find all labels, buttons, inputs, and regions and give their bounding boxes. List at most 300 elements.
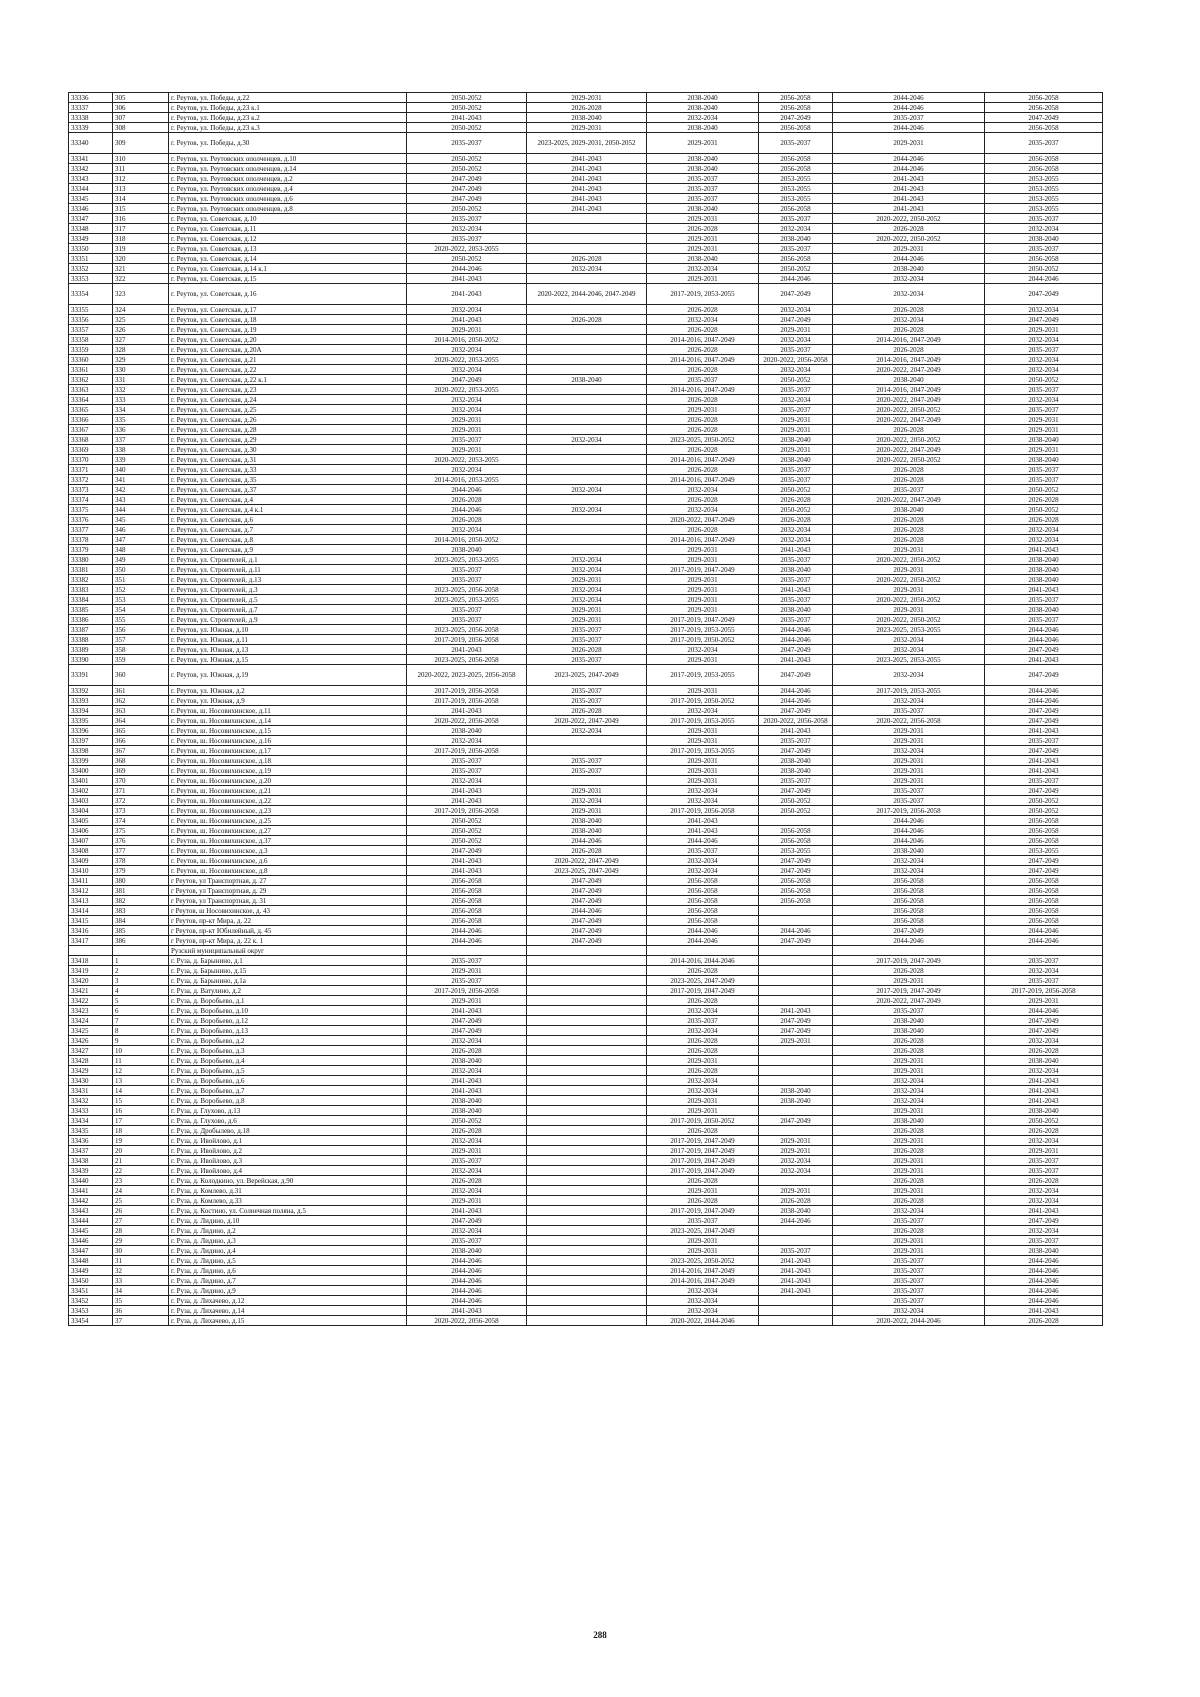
cell-address: г. Реутов, ул. Южная, д.10 xyxy=(169,625,407,635)
cell-address: г. Реутов, ул. Строителей, д.5 xyxy=(169,595,407,605)
table-row xyxy=(69,1216,1103,1226)
table-row xyxy=(69,435,1103,445)
table-row xyxy=(69,174,1103,184)
cell-item-number: 370 xyxy=(113,776,169,786)
section-empty-cell xyxy=(407,946,527,956)
cell-period-col-1: 2017-2019, 2056-2058 xyxy=(407,635,527,645)
table-row xyxy=(69,886,1103,896)
cell-period-col-2: 2035-2037 xyxy=(527,625,647,635)
cell-period-col-1: 2020-2022, 2056-2058 xyxy=(407,716,527,726)
cell-row-index: 33356 xyxy=(69,315,113,325)
cell-item-number: 376 xyxy=(113,836,169,846)
cell-period-col-3: 2026-2028 xyxy=(647,1196,759,1206)
cell-period-col-4: 2029-2031 xyxy=(759,325,833,335)
cell-item-number: 30 xyxy=(113,1246,169,1256)
table-row xyxy=(69,254,1103,264)
cell-period-col-1: 2041-2043 xyxy=(407,1306,527,1316)
cell-address: г. Реутов, ул. Советская, д.20 xyxy=(169,335,407,345)
cell-period-col-3: 2017-2019, 2050-2052 xyxy=(647,635,759,645)
cell-period-col-5: 2035-2037 xyxy=(833,485,985,495)
cell-period-col-3: 2026-2028 xyxy=(647,365,759,375)
cell-period-col-6: 2050-2052 xyxy=(985,485,1103,495)
cell-period-col-6: 2026-2028 xyxy=(985,495,1103,505)
cell-period-col-2: 2026-2028 xyxy=(527,846,647,856)
cell-period-col-4: 2047-2049 xyxy=(759,315,833,325)
cell-row-index: 33377 xyxy=(69,525,113,535)
cell-period-col-3: 2026-2028 xyxy=(647,1036,759,1046)
cell-period-col-1: 2014-2016, 2050-2052 xyxy=(407,335,527,345)
cell-period-col-6: 2056-2058 xyxy=(985,103,1103,113)
cell-row-index: 33423 xyxy=(69,1006,113,1016)
cell-period-col-5: 2041-2043 xyxy=(833,174,985,184)
cell-row-index: 33350 xyxy=(69,244,113,254)
cell-period-col-2: 2041-2043 xyxy=(527,164,647,174)
cell-period-col-5: 2029-2031 xyxy=(833,756,985,766)
cell-item-number: 312 xyxy=(113,174,169,184)
cell-period-col-1: 2050-2052 xyxy=(407,123,527,133)
cell-period-col-3: 2023-2025, 2050-2052 xyxy=(647,1256,759,1266)
cell-period-col-5: 2035-2037 xyxy=(833,1006,985,1016)
cell-period-col-4: 2035-2037 xyxy=(759,214,833,224)
cell-period-col-2: 2032-2034 xyxy=(527,726,647,736)
cell-address: г. Руза, д. Воробьево, д.13 xyxy=(169,1026,407,1036)
cell-row-index: 33354 xyxy=(69,284,113,305)
cell-period-col-3: 2029-2031 xyxy=(647,545,759,555)
table-row xyxy=(69,686,1103,696)
cell-period-col-5: 2026-2028 xyxy=(833,305,985,315)
cell-row-index: 33445 xyxy=(69,1226,113,1236)
cell-period-col-5: 2017-2019, 2056-2058 xyxy=(833,806,985,816)
cell-item-number: 379 xyxy=(113,866,169,876)
cell-period-col-3: 2017-2019, 2053-2055 xyxy=(647,625,759,635)
table-row xyxy=(69,355,1103,365)
cell-row-index: 33337 xyxy=(69,103,113,113)
cell-period-col-5: 2026-2028 xyxy=(833,345,985,355)
cell-period-col-5: 2020-2022, 2050-2052 xyxy=(833,405,985,415)
cell-period-col-2 xyxy=(527,465,647,475)
cell-period-col-3: 2026-2028 xyxy=(647,996,759,1006)
cell-period-col-1: 2035-2037 xyxy=(407,133,527,154)
cell-period-col-5: 2020-2022, 2050-2052 xyxy=(833,214,985,224)
cell-period-col-6: 2041-2043 xyxy=(985,1096,1103,1106)
cell-row-index: 33414 xyxy=(69,906,113,916)
cell-period-col-2: 2032-2034 xyxy=(527,505,647,515)
cell-period-col-4: 2035-2037 xyxy=(759,475,833,485)
cell-address: г. Руза, д. Лидино, д.7 xyxy=(169,1276,407,1286)
cell-row-index: 33393 xyxy=(69,696,113,706)
cell-period-col-6: 2026-2028 xyxy=(985,515,1103,525)
cell-period-col-2 xyxy=(527,475,647,485)
cell-row-index: 33380 xyxy=(69,555,113,565)
table-row xyxy=(69,284,1103,305)
cell-period-col-5: 2041-2043 xyxy=(833,184,985,194)
cell-period-col-3: 2035-2037 xyxy=(647,174,759,184)
cell-period-col-4 xyxy=(759,1176,833,1186)
cell-period-col-2 xyxy=(527,1006,647,1016)
cell-period-col-5: 2038-2040 xyxy=(833,1116,985,1126)
cell-period-col-6: 2056-2058 xyxy=(985,816,1103,826)
cell-row-index: 33405 xyxy=(69,816,113,826)
cell-period-col-4: 2035-2037 xyxy=(759,133,833,154)
cell-period-col-1: 2035-2037 xyxy=(407,435,527,445)
cell-period-col-1: 2029-2031 xyxy=(407,425,527,435)
cell-period-col-6: 2056-2058 xyxy=(985,896,1103,906)
table-row xyxy=(69,1146,1103,1156)
cell-period-col-6: 2029-2031 xyxy=(985,445,1103,455)
cell-period-col-1: 2035-2037 xyxy=(407,1156,527,1166)
cell-row-index: 33398 xyxy=(69,746,113,756)
cell-period-col-6: 2053-2055 xyxy=(985,184,1103,194)
cell-period-col-4: 2047-2049 xyxy=(759,936,833,946)
cell-row-index: 33416 xyxy=(69,926,113,936)
cell-period-col-5: 2047-2049 xyxy=(833,926,985,936)
cell-period-col-5: 2029-2031 xyxy=(833,133,985,154)
section-empty-cell xyxy=(69,946,113,956)
cell-period-col-3: 2014-2016, 2047-2049 xyxy=(647,335,759,345)
cell-item-number: 321 xyxy=(113,264,169,274)
cell-item-number: 33 xyxy=(113,1276,169,1286)
cell-period-col-2: 2029-2031 xyxy=(527,123,647,133)
cell-period-col-6: 2047-2049 xyxy=(985,706,1103,716)
cell-period-col-4: 2029-2031 xyxy=(759,1186,833,1196)
cell-row-index: 33339 xyxy=(69,123,113,133)
cell-period-col-5: 2014-2016, 2047-2049 xyxy=(833,335,985,345)
cell-period-col-6: 2035-2037 xyxy=(985,405,1103,415)
table-row xyxy=(69,565,1103,575)
cell-period-col-5: 2035-2037 xyxy=(833,706,985,716)
cell-period-col-5: 2020-2022, 2050-2052 xyxy=(833,575,985,585)
cell-row-index: 33450 xyxy=(69,1276,113,1286)
cell-period-col-2 xyxy=(527,1106,647,1116)
table-row xyxy=(69,405,1103,415)
cell-period-col-5: 2026-2028 xyxy=(833,525,985,535)
cell-item-number: 368 xyxy=(113,756,169,766)
cell-period-col-6: 2032-2034 xyxy=(985,1136,1103,1146)
cell-period-col-1: 2035-2037 xyxy=(407,565,527,575)
cell-period-col-5: 2035-2037 xyxy=(833,1286,985,1296)
cell-period-col-5: 2029-2031 xyxy=(833,976,985,986)
cell-period-col-1: 2020-2022, 2023-2025, 2056-2058 xyxy=(407,665,527,686)
cell-item-number: 34 xyxy=(113,1286,169,1296)
cell-item-number: 6 xyxy=(113,1006,169,1016)
cell-item-number: 359 xyxy=(113,655,169,665)
cell-row-index: 33431 xyxy=(69,1086,113,1096)
cell-address: г. Реутов, ул. Победы, д.23 к.3 xyxy=(169,123,407,133)
cell-period-col-4: 2041-2043 xyxy=(759,585,833,595)
cell-period-col-5: 2032-2034 xyxy=(833,315,985,325)
cell-address: г. Реутов, ул. Реутовских ополченцев, д.2 xyxy=(169,174,407,184)
cell-address: г. Реутов, ул. Строителей, д.3 xyxy=(169,585,407,595)
cell-row-index: 33344 xyxy=(69,184,113,194)
cell-period-col-5: 2032-2034 xyxy=(833,284,985,305)
cell-period-col-4: 2044-2046 xyxy=(759,635,833,645)
cell-period-col-5: 2020-2022, 2056-2058 xyxy=(833,716,985,726)
table-row xyxy=(69,1206,1103,1216)
cell-period-col-2: 2026-2028 xyxy=(527,103,647,113)
cell-period-col-5: 2020-2022, 2047-2049 xyxy=(833,996,985,1006)
table-row xyxy=(69,1186,1103,1196)
cell-period-col-3: 2056-2058 xyxy=(647,896,759,906)
cell-row-index: 33382 xyxy=(69,575,113,585)
cell-address: г. Реутов, ул. Советская, д.4 xyxy=(169,495,407,505)
cell-item-number: 7 xyxy=(113,1016,169,1026)
cell-item-number: 356 xyxy=(113,625,169,635)
cell-period-col-5: 2035-2037 xyxy=(833,1256,985,1266)
cell-period-col-6: 2050-2052 xyxy=(985,796,1103,806)
cell-period-col-4: 2020-2022, 2056-2058 xyxy=(759,355,833,365)
table-row xyxy=(69,525,1103,535)
cell-address: г. Реутов, ш. Носовихинское, д.17 xyxy=(169,746,407,756)
cell-row-index: 33409 xyxy=(69,856,113,866)
cell-period-col-2: 2032-2034 xyxy=(527,595,647,605)
table-row xyxy=(69,315,1103,325)
cell-period-col-1: 2023-2025, 2056-2058 xyxy=(407,585,527,595)
cell-address: г. Руза, д. Воробьево, д.10 xyxy=(169,1006,407,1016)
cell-item-number: 19 xyxy=(113,1136,169,1146)
cell-period-col-3: 2029-2031 xyxy=(647,756,759,766)
cell-period-col-2 xyxy=(527,1026,647,1036)
cell-period-col-2 xyxy=(527,214,647,224)
cell-period-col-1: 2032-2034 xyxy=(407,1186,527,1196)
cell-period-col-3: 2032-2034 xyxy=(647,1026,759,1036)
cell-period-col-2 xyxy=(527,455,647,465)
cell-period-col-1: 2050-2052 xyxy=(407,816,527,826)
table-row xyxy=(69,184,1103,194)
cell-period-col-4: 2032-2034 xyxy=(759,335,833,345)
cell-period-col-5: 2020-2022, 2044-2046 xyxy=(833,1316,985,1326)
cell-period-col-2 xyxy=(527,224,647,234)
cell-row-index: 33343 xyxy=(69,174,113,184)
cell-item-number: 12 xyxy=(113,1066,169,1076)
cell-period-col-2: 2026-2028 xyxy=(527,254,647,264)
cell-period-col-5: 2029-2031 xyxy=(833,776,985,786)
cell-period-col-5: 2056-2058 xyxy=(833,906,985,916)
cell-period-col-2 xyxy=(527,1056,647,1066)
cell-address: г. Реутов, ул. Советская, д.12 xyxy=(169,234,407,244)
cell-address: г. Реутов, ул. Южная, д.15 xyxy=(169,655,407,665)
table-row xyxy=(69,1016,1103,1026)
page-number: 288 xyxy=(593,1630,607,1640)
cell-item-number: 314 xyxy=(113,194,169,204)
cell-item-number: 306 xyxy=(113,103,169,113)
cell-address: г. Руза, д. Воробьево, д.2 xyxy=(169,1036,407,1046)
cell-period-col-5: 2023-2025, 2053-2055 xyxy=(833,655,985,665)
cell-period-col-3: 2035-2037 xyxy=(647,194,759,204)
cell-period-col-6: 2041-2043 xyxy=(985,1076,1103,1086)
cell-period-col-6: 2041-2043 xyxy=(985,726,1103,736)
cell-period-col-5: 2029-2031 xyxy=(833,1166,985,1176)
cell-period-col-3: 2023-2025, 2047-2049 xyxy=(647,976,759,986)
cell-period-col-1: 2023-2025, 2053-2055 xyxy=(407,555,527,565)
cell-period-col-5: 2032-2034 xyxy=(833,1096,985,1106)
cell-row-index: 33411 xyxy=(69,876,113,886)
cell-row-index: 33363 xyxy=(69,385,113,395)
cell-period-col-4 xyxy=(759,976,833,986)
cell-period-col-3: 2014-2016, 2047-2049 xyxy=(647,455,759,465)
cell-period-col-3: 2017-2019, 2047-2049 xyxy=(647,1166,759,1176)
table-row xyxy=(69,1086,1103,1096)
table-row xyxy=(69,103,1103,113)
cell-address: г. Реутов, ш. Носовихинское, д.27 xyxy=(169,826,407,836)
cell-period-col-2 xyxy=(527,1306,647,1316)
cell-period-col-2 xyxy=(527,305,647,315)
table-row xyxy=(69,836,1103,846)
cell-period-col-2 xyxy=(527,956,647,966)
cell-address: г. Реутов, ул. Реутовских ополченцев, д.4 xyxy=(169,184,407,194)
cell-period-col-2: 2041-2043 xyxy=(527,184,647,194)
cell-item-number: 28 xyxy=(113,1226,169,1236)
cell-period-col-3: 2026-2028 xyxy=(647,345,759,355)
cell-period-col-4: 2029-2031 xyxy=(759,1136,833,1146)
cell-period-col-2: 2038-2040 xyxy=(527,816,647,826)
cell-period-col-3: 2032-2034 xyxy=(647,645,759,655)
cell-period-col-4: 2047-2049 xyxy=(759,665,833,686)
cell-address: г. Реутов, ул. Победы, д.23 к.1 xyxy=(169,103,407,113)
cell-period-col-5: 2029-2031 xyxy=(833,1066,985,1076)
cell-period-col-1: 2041-2043 xyxy=(407,866,527,876)
cell-row-index: 33418 xyxy=(69,956,113,966)
cell-address: г. Реутов, ш. Носовихинское, д.20 xyxy=(169,776,407,786)
cell-period-col-4: 2047-2049 xyxy=(759,746,833,756)
cell-period-col-1: 2020-2022, 2053-2055 xyxy=(407,455,527,465)
cell-period-col-5: 2056-2058 xyxy=(833,916,985,926)
table-row xyxy=(69,1256,1103,1266)
cell-period-col-6: 2041-2043 xyxy=(985,1206,1103,1216)
cell-period-col-2: 2035-2037 xyxy=(527,635,647,645)
cell-period-col-5: 2032-2034 xyxy=(833,1206,985,1216)
cell-address: г. Реутов, ул. Южная, д.11 xyxy=(169,635,407,645)
cell-period-col-2 xyxy=(527,345,647,355)
cell-item-number: 347 xyxy=(113,535,169,545)
cell-item-number: 353 xyxy=(113,595,169,605)
table-row xyxy=(69,415,1103,425)
cell-item-number: 325 xyxy=(113,315,169,325)
cell-period-col-6: 2041-2043 xyxy=(985,1306,1103,1316)
cell-period-col-4: 2038-2040 xyxy=(759,766,833,776)
cell-period-col-2 xyxy=(527,1186,647,1196)
cell-period-col-5: 2038-2040 xyxy=(833,375,985,385)
cell-period-col-1: 2047-2049 xyxy=(407,375,527,385)
cell-period-col-3: 2029-2031 xyxy=(647,133,759,154)
table-row xyxy=(69,1056,1103,1066)
cell-period-col-1: 2029-2031 xyxy=(407,1146,527,1156)
cell-period-col-4 xyxy=(759,1046,833,1056)
cell-period-col-4: 2050-2052 xyxy=(759,505,833,515)
cell-period-col-3: 2029-2031 xyxy=(647,1246,759,1256)
cell-period-col-4: 2026-2028 xyxy=(759,1196,833,1206)
cell-item-number: 342 xyxy=(113,485,169,495)
cell-period-col-2 xyxy=(527,1166,647,1176)
cell-period-col-5: 2029-2031 xyxy=(833,1136,985,1146)
cell-period-col-1: 2050-2052 xyxy=(407,826,527,836)
cell-period-col-5: 2032-2034 xyxy=(833,866,985,876)
cell-row-index: 33429 xyxy=(69,1066,113,1076)
cell-item-number: 36 xyxy=(113,1306,169,1316)
cell-period-col-4: 2041-2043 xyxy=(759,1266,833,1276)
cell-period-col-5: 2032-2034 xyxy=(833,856,985,866)
cell-item-number: 9 xyxy=(113,1036,169,1046)
cell-period-col-3: 2032-2034 xyxy=(647,113,759,123)
cell-period-col-5: 2038-2040 xyxy=(833,1016,985,1026)
cell-item-number: 32 xyxy=(113,1266,169,1276)
cell-period-col-5: 2044-2046 xyxy=(833,93,985,103)
cell-period-col-3: 2056-2058 xyxy=(647,906,759,916)
cell-period-col-5: 2026-2028 xyxy=(833,535,985,545)
cell-period-col-2: 2041-2043 xyxy=(527,154,647,164)
table-row xyxy=(69,113,1103,123)
cell-period-col-6: 2053-2055 xyxy=(985,846,1103,856)
cell-row-index: 33400 xyxy=(69,766,113,776)
cell-period-col-1: 2038-2040 xyxy=(407,726,527,736)
cell-period-col-1: 2029-2031 xyxy=(407,415,527,425)
cell-period-col-1: 2026-2028 xyxy=(407,515,527,525)
cell-period-col-3: 2044-2046 xyxy=(647,836,759,846)
cell-period-col-5: 2044-2046 xyxy=(833,154,985,164)
cell-period-col-5: 2032-2034 xyxy=(833,1306,985,1316)
cell-row-index: 33366 xyxy=(69,415,113,425)
cell-period-col-1: 2032-2034 xyxy=(407,365,527,375)
cell-period-col-3: 2032-2034 xyxy=(647,1306,759,1316)
cell-period-col-4 xyxy=(759,996,833,1006)
table-row xyxy=(69,866,1103,876)
cell-period-col-5: 2026-2028 xyxy=(833,966,985,976)
table-row xyxy=(69,1076,1103,1086)
cell-period-col-4 xyxy=(759,1316,833,1326)
cell-period-col-3: 2029-2031 xyxy=(647,1056,759,1066)
cell-period-col-1: 2029-2031 xyxy=(407,966,527,976)
cell-period-col-1: 2041-2043 xyxy=(407,796,527,806)
table-row xyxy=(69,796,1103,806)
cell-row-index: 33404 xyxy=(69,806,113,816)
cell-period-col-3: 2032-2034 xyxy=(647,264,759,274)
cell-period-col-4: 2056-2058 xyxy=(759,254,833,264)
cell-item-number: 365 xyxy=(113,726,169,736)
cell-period-col-1: 2047-2049 xyxy=(407,1216,527,1226)
cell-period-col-3: 2029-2031 xyxy=(647,605,759,615)
cell-period-col-3: 2029-2031 xyxy=(647,655,759,665)
cell-period-col-2 xyxy=(527,1146,647,1156)
cell-period-col-3: 2017-2019, 2047-2049 xyxy=(647,1146,759,1156)
cell-period-col-3: 2029-2031 xyxy=(647,214,759,224)
cell-period-col-3: 2032-2034 xyxy=(647,1296,759,1306)
cell-period-col-2: 2032-2034 xyxy=(527,435,647,445)
cell-period-col-4: 2047-2049 xyxy=(759,856,833,866)
cell-item-number: 317 xyxy=(113,224,169,234)
cell-period-col-2: 2026-2028 xyxy=(527,706,647,716)
cell-period-col-3: 2026-2028 xyxy=(647,325,759,335)
cell-period-col-6: 2035-2037 xyxy=(985,345,1103,355)
cell-address: г. Руза, д. Барынино, д.1а xyxy=(169,976,407,986)
cell-item-number: 24 xyxy=(113,1186,169,1196)
cell-address: г. Реутов, ул. Строителей, д.13 xyxy=(169,575,407,585)
cell-period-col-4: 2056-2058 xyxy=(759,826,833,836)
cell-row-index: 33370 xyxy=(69,455,113,465)
cell-period-col-5: 2026-2028 xyxy=(833,1196,985,1206)
table-row xyxy=(69,1236,1103,1246)
cell-item-number: 322 xyxy=(113,274,169,284)
cell-period-col-2: 2029-2031 xyxy=(527,786,647,796)
cell-address: г. Руза, д. Воробьево, д.4 xyxy=(169,1056,407,1066)
cell-period-col-6: 2035-2037 xyxy=(985,133,1103,154)
cell-period-col-3: 2014-2016, 2047-2049 xyxy=(647,475,759,485)
cell-address: г Реутов, пр-кт Юбилейный, д. 45 xyxy=(169,926,407,936)
register-sheet xyxy=(68,92,1102,1326)
table-row xyxy=(69,726,1103,736)
cell-address: г Реутов, пр-кт Мира, д. 22 xyxy=(169,916,407,926)
cell-period-col-5: 2035-2037 xyxy=(833,786,985,796)
table-row xyxy=(69,515,1103,525)
cell-address: г. Реутов, ул. Советская, д.17 xyxy=(169,305,407,315)
